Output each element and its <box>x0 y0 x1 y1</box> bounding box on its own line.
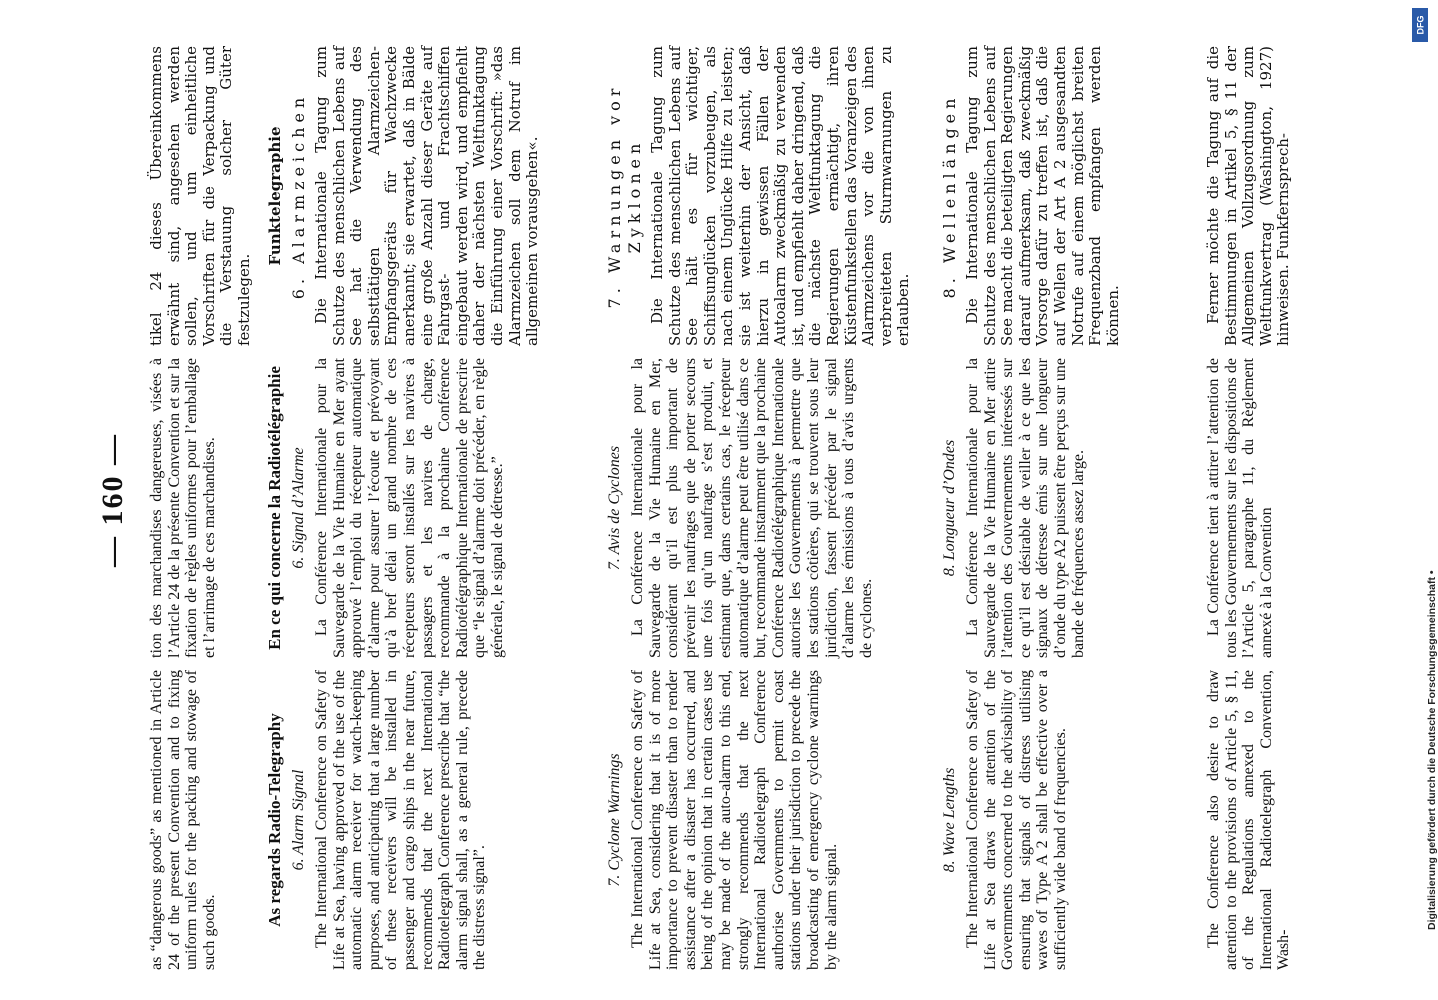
french-column <box>148 358 218 658</box>
subsection-heading: 8. Wellenlängen <box>940 93 959 299</box>
paragraph: La Conférence Internationale pour la Sauvegarde de la Vie Humaine en Mer, considérant qu’il est plus important de prévenir les naufrages que de porter secours une fois qu’un naufrage s’est produit, et estimant que, dans certains cas, le récepteur automatique d’alarme peut être utilisé dans ce but, recommande instamment que la prochaine Conférence Radiotélégraphique Internationale autorise les Gouvernements à permettre que les stations côtières, qui se trouvent sous leur juridiction, fassent précéder par le signal d’alarme les émissions à tous d’avis urgents de cyclones. <box>629 358 875 658</box>
german-column <box>1205 46 1293 346</box>
paragraph: as “dangerous goods” as mentioned in Article 24 of the present Convention and to fixing uniform rules for the packing and stowage of such goods. <box>148 670 218 970</box>
subsection-heading: 8. Wave Lengths <box>941 767 958 873</box>
subsection-heading: 6. Signal d’Alarme <box>290 447 307 569</box>
paragraph: La Conférence Internationale pour la Sauvegarde de la Vie Humaine en Mer attire l’attention des Gouvernements intéressés sur ce qu’il est désirable de veiller à ce que les signaux de détresse émis sur une longueur d’onde du type A2 puissent être perçus sur une bande de fréquences assez large. <box>964 358 1087 658</box>
digitization-credit: Digitalisierung gefördert durch die Deutsche Forschungsgemeinschaft • <box>1426 570 1438 930</box>
subsection-heading: 6. Alarm Signal <box>290 769 307 871</box>
subsection-heading: 6. Alarmzeichen <box>289 92 308 300</box>
german-column <box>940 46 1122 346</box>
english-column <box>605 670 840 970</box>
subsection-heading: 7. Warnungen vor Zyklonen <box>605 83 644 309</box>
english-column <box>1205 670 1293 970</box>
paragraph: The International Conference on Safety of Life at Sea draws the attention of the Governments concerned to the advisability of ensuring that signals of distress utilising waves of Type A 2 shall be effective over a sufficiently wide band of frequencies. <box>964 670 1069 970</box>
paragraph: Die Internationale Tagung zum Schutze des menschlichen Lebens auf See hält es für wichtiger, Schiffsunglücken vorzubeugen, als nach einem Unglücke Hilfe zu leisten; sie ist weiterhin der Ansicht, daß hierzu in gewissen Fällen der Autoalarm zweckmäßig zu verwenden ist, und empfiehlt daher dringend, daß die nächste Weltfunktagung die Regierungen ermächtigt, ihren Küstenfunkstellen das Voranzeigen des Alarmzeichens vor die von ihnen verbreiteten Sturmwarnungen zu erlauben. <box>648 46 913 346</box>
german-column <box>605 46 913 346</box>
french-column <box>605 358 875 658</box>
french-column <box>265 358 507 658</box>
paragraph: Die Internationale Tagung zum Schutze des menschlichen Lebens auf See hat die Verwendung des selbsttätigen Alarmzeichen-Empfangsgeräts für Wachzwecke anerkannt; sie erwartet, daß in Bälde eine große Anzahl dieser Geräte auf Fahrgast- und Frachtschiffen eingebaut werden wird, und empfiehlt daher der nächsten Weltfunktagung die Einführung einer Vorschrift: »das Alarmzeichen soll dem Notruf im allgemeinen vorausgehen«. <box>312 46 542 346</box>
page-number: — 160 — <box>96 433 129 567</box>
paragraph: The Conference also desire to draw attention to the provisions of Article 5, § 11, of the Regulations annexed to the International Radiotelegraph Convention, Wash- <box>1205 670 1293 970</box>
english-column <box>148 670 218 970</box>
french-column <box>1205 358 1275 658</box>
dfg-logo: DFG <box>1412 8 1428 42</box>
subsection-heading: 7. Cyclone Warnings <box>606 753 623 887</box>
document-page <box>60 0 1360 1000</box>
paragraph: Die Internationale Tagung zum Schutze des menschlichen Lebens auf See macht die beteiligten Regierungen darauf aufmerksam, daß zweckmäßig Vorsorge dafür zu treffen ist, daß die auf Wellen der Art A 2 ausgesandten Notrufe auf einem möglichst breiten Frequenzband empfangen werden können. <box>963 46 1122 346</box>
paragraph: La Conférence tient à attirer l’attention de tous les Gouvernements sur les dispositions de l’Article 5, paragraphe 11, du Règlement annexé à la Convention <box>1205 358 1275 658</box>
paragraph: Ferner möchte die Tagung auf die Bestimmungen in Artikel 5, § 11 der Allgemeinen Vollzugsordnung zum Weltfunkvertrag (Washington, 1927) hinweisen. Funkfernsprech- <box>1204 46 1293 346</box>
section-heading: En ce qui concerne la Radiotélégraphie <box>265 366 284 650</box>
digitization-strip <box>1412 0 1438 1000</box>
paragraph: The International Conference on Safety of Life at Sea, having approved of the use of the automatic alarm receiver for watch-keeping purposes, and anticipating that a large number of these receivers will be installed in passenger and cargo ships in the near future, recommends that the next International Radiotelegraph Conference prescribe that “the alarm signal shall, as a general rule, precede the distress signal”. <box>313 670 489 970</box>
subsection-heading: 8. Longueur d’Ondes <box>941 439 958 577</box>
paragraph: La Conférence Internationale pour la Sauvegarde de la Vie Humaine en Mer ayant approuvé l’emploi du récepteur automatique d’alarme pour assurer l’écoute et prévoyant qu’à bref délai un grand nombre de ces récepteurs seront installés sur les navires à passagers et les navires de charge, recommande à la prochaine Conférence Radiotélégraphique Internationale de prescrire que “le signal d’alarme doit précéder, en règle générale, le signal de détresse.” <box>313 358 506 658</box>
german-column <box>148 46 254 346</box>
paragraph: tikel 24 dieses Übereinkommens erwähnt sind, angesehen werden sollen, und um einheitliche Vorschriften für die Verpackung und die Verstauung solcher Güter festzulegen. <box>147 46 253 346</box>
french-column <box>940 358 1087 658</box>
german-column <box>265 46 542 346</box>
section-heading: Funktelegraphie <box>266 126 284 266</box>
paragraph: tion des marchandises dangereuses, visées à l’Article 24 de la présente Convention et sur la fixation de règles uniformes pour l’emballage et l’arrimage de ces marchandises. <box>148 358 218 658</box>
english-column <box>940 670 1070 970</box>
english-column <box>265 670 489 970</box>
section-heading: As regards Radio-Telegraphy <box>265 713 284 927</box>
subsection-heading: 7. Avis de Cyclones <box>606 445 623 571</box>
paragraph: The International Conference on Safety of Life at Sea, considering that it is of more importance to prevent disaster than to render assistance after a disaster has occurred, and being of the opinion that in certain cases use may be made of the auto-alarm to this end, strongly recommends that the next International Radiotelegraph Conference authorise Governments to permit coast stations under their jurisdiction to precede the broadcasting of emergency cyclone warnings by the alarm signal. <box>629 670 840 970</box>
